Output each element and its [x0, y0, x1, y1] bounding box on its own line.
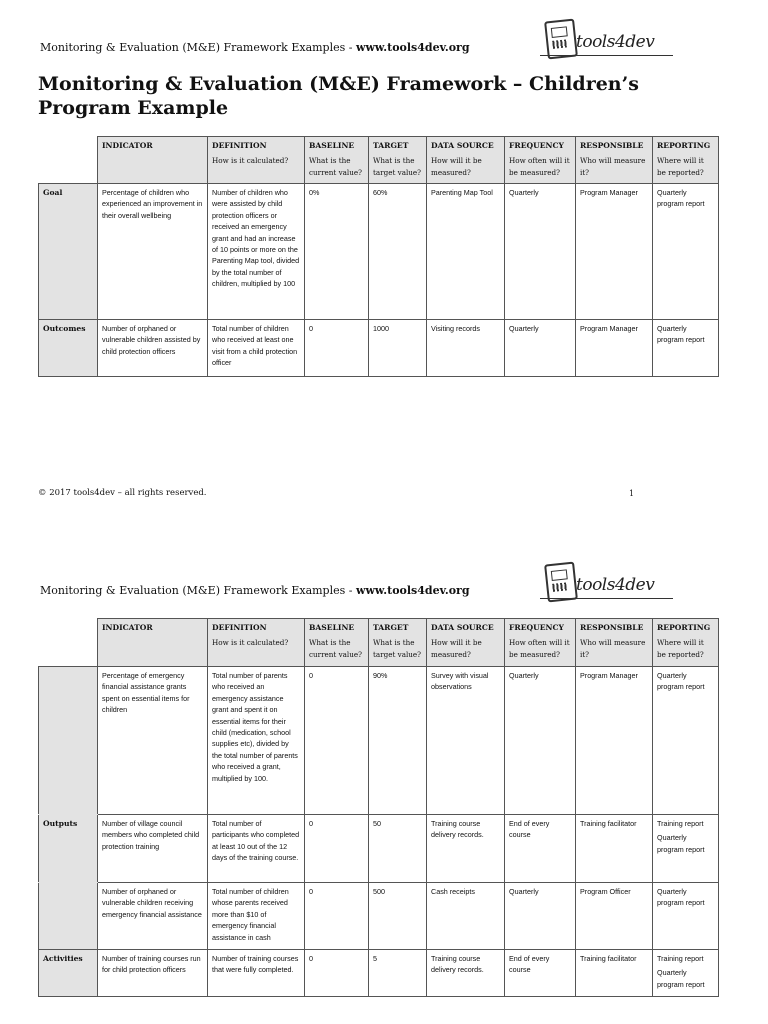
target-cell: 1000 [369, 320, 427, 377]
data-source-cell: Cash receipts [427, 883, 505, 950]
definition-cell: Total number of children who received at least one visit from a child protection officer [208, 320, 305, 377]
framework-table-page1 [38, 136, 719, 377]
baseline-cell: 0 [305, 667, 369, 815]
row-label: Activities [39, 950, 98, 997]
logo-wordmark: tools4dev [576, 575, 655, 595]
reporting-cell: Quarterly program report [653, 184, 719, 320]
header-text: Monitoring & Evaluation (M&E) Framework Examples - [40, 41, 356, 54]
logo-underline [540, 598, 673, 599]
col-baseline: BASELINE What is the current value? [305, 137, 369, 184]
baseline-cell: 0 [305, 950, 369, 997]
copyright-footer: © 2017 tools4dev – all rights reserved. [38, 488, 207, 498]
reporting-cell: Quarterly program report [653, 667, 719, 815]
table-row [39, 883, 719, 950]
col-responsible: RESPONSIBLE Who will measure it? [576, 137, 653, 184]
target-cell: 60% [369, 184, 427, 320]
tools4dev-logo [538, 563, 673, 603]
corner-cell [39, 619, 98, 667]
responsible-cell: Training facilitator [576, 815, 653, 883]
table-row [39, 950, 719, 997]
definition-cell: Total number of participants who completed at least 10 out of the 12 days of the training course. [208, 815, 305, 883]
col-indicator: INDICATOR [98, 619, 208, 667]
indicator-cell: Number of village council members who completed child protection training [98, 815, 208, 883]
data-source-cell: Parenting Map Tool [427, 184, 505, 320]
table-header-row [39, 619, 719, 667]
frequency-cell: Quarterly [505, 667, 576, 815]
definition-cell: Total number of parents who received an emergency assistance grant and spent it on essential items for their child (medication, school supplies etc), divided by the total number of parents who received a grant, multiplied by 100. [208, 667, 305, 815]
baseline-cell: 0 [305, 883, 369, 950]
col-baseline: BASELINE What is the current value? [305, 619, 369, 667]
indicator-cell: Number of orphaned or vulnerable children assisted by child protection officers [98, 320, 208, 377]
col-data-source: DATA SOURCE How will it be measured? [427, 137, 505, 184]
col-target: TARGET What is the target value? [369, 137, 427, 184]
frequency-cell: End of every course [505, 815, 576, 883]
col-reporting: REPORTING Where will it be reported? [653, 619, 719, 667]
indicator-cell: Number of training courses run for child protection officers [98, 950, 208, 997]
frequency-cell: Quarterly [505, 184, 576, 320]
framework-table-page2 [38, 618, 719, 997]
target-cell: 90% [369, 667, 427, 815]
header-url[interactable]: www.tools4dev.org [355, 584, 470, 597]
responsible-cell: Program Manager [576, 184, 653, 320]
header-text: Monitoring & Evaluation (M&E) Framework Examples - [40, 584, 356, 597]
table-header-row [39, 137, 719, 184]
definition-cell: Number of training courses that were fully completed. [208, 950, 305, 997]
data-source-cell: Survey with visual observations [427, 667, 505, 815]
definition-cell: Total number of children whose parents received more than $10 of emergency financial assistance in cash [208, 883, 305, 950]
book-icon [544, 19, 578, 60]
row-label: Goal [39, 184, 98, 320]
target-cell: 5 [369, 950, 427, 997]
table-row [39, 815, 719, 883]
responsible-cell: Program Officer [576, 883, 653, 950]
page-header [40, 41, 470, 54]
table-row [39, 184, 719, 320]
tools4dev-logo [538, 20, 673, 60]
row-label [39, 667, 98, 815]
baseline-cell: 0 [305, 815, 369, 883]
row-label: Outcomes [39, 320, 98, 377]
baseline-cell: 0% [305, 184, 369, 320]
responsible-cell: Program Manager [576, 667, 653, 815]
row-label [39, 883, 98, 950]
page-header [40, 584, 470, 597]
indicator-cell: Number of orphaned or vulnerable children receiving emergency financial assistance [98, 883, 208, 950]
data-source-cell: Training course delivery records. [427, 815, 505, 883]
frequency-cell: Quarterly [505, 320, 576, 377]
reporting-cell: Quarterly program report [653, 320, 719, 377]
col-frequency: FREQUENCY How often will it be measured? [505, 619, 576, 667]
col-definition: DEFINITION How is it calculated? [208, 619, 305, 667]
baseline-cell: 0 [305, 320, 369, 377]
col-target: TARGET What is the target value? [369, 619, 427, 667]
col-frequency: FREQUENCY How often will it be measured? [505, 137, 576, 184]
corner-cell [39, 137, 98, 184]
header-url[interactable]: www.tools4dev.org [355, 41, 470, 54]
logo-wordmark: tools4dev [576, 32, 655, 52]
col-definition: DEFINITION How is it calculated? [208, 137, 305, 184]
frequency-cell: Quarterly [505, 883, 576, 950]
target-cell: 500 [369, 883, 427, 950]
definition-cell: Number of children who were assisted by child protection officers or received an emergency grant and had an increase of 10 points or more on the Parenting Map tool, divided by the total number of children, multiplied by 100 [208, 184, 305, 320]
indicator-cell: Percentage of emergency financial assistance grants spent on essential items for children [98, 667, 208, 815]
row-label: Outputs [39, 815, 98, 883]
responsible-cell: Program Manager [576, 320, 653, 377]
reporting-cell: Training report Quarterly program report [653, 950, 719, 997]
target-cell: 50 [369, 815, 427, 883]
page-title: Monitoring & Evaluation (M&E) Framework – Children’s Program Example [38, 73, 639, 119]
logo-underline [540, 55, 673, 56]
table-row [39, 667, 719, 815]
col-reporting: REPORTING Where will it be reported? [653, 137, 719, 184]
page-number: 1 [629, 489, 635, 498]
frequency-cell: End of every course [505, 950, 576, 997]
data-source-cell: Visiting records [427, 320, 505, 377]
book-icon [544, 562, 578, 603]
reporting-cell: Quarterly program report [653, 883, 719, 950]
col-responsible: RESPONSIBLE Who will measure it? [576, 619, 653, 667]
responsible-cell: Training facilitator [576, 950, 653, 997]
data-source-cell: Training course delivery records. [427, 950, 505, 997]
col-data-source: DATA SOURCE How will it be measured? [427, 619, 505, 667]
reporting-cell: Training report Quarterly program report [653, 815, 719, 883]
col-indicator: INDICATOR [98, 137, 208, 184]
indicator-cell: Percentage of children who experienced an improvement in their overall wellbeing [98, 184, 208, 320]
table-row [39, 320, 719, 377]
